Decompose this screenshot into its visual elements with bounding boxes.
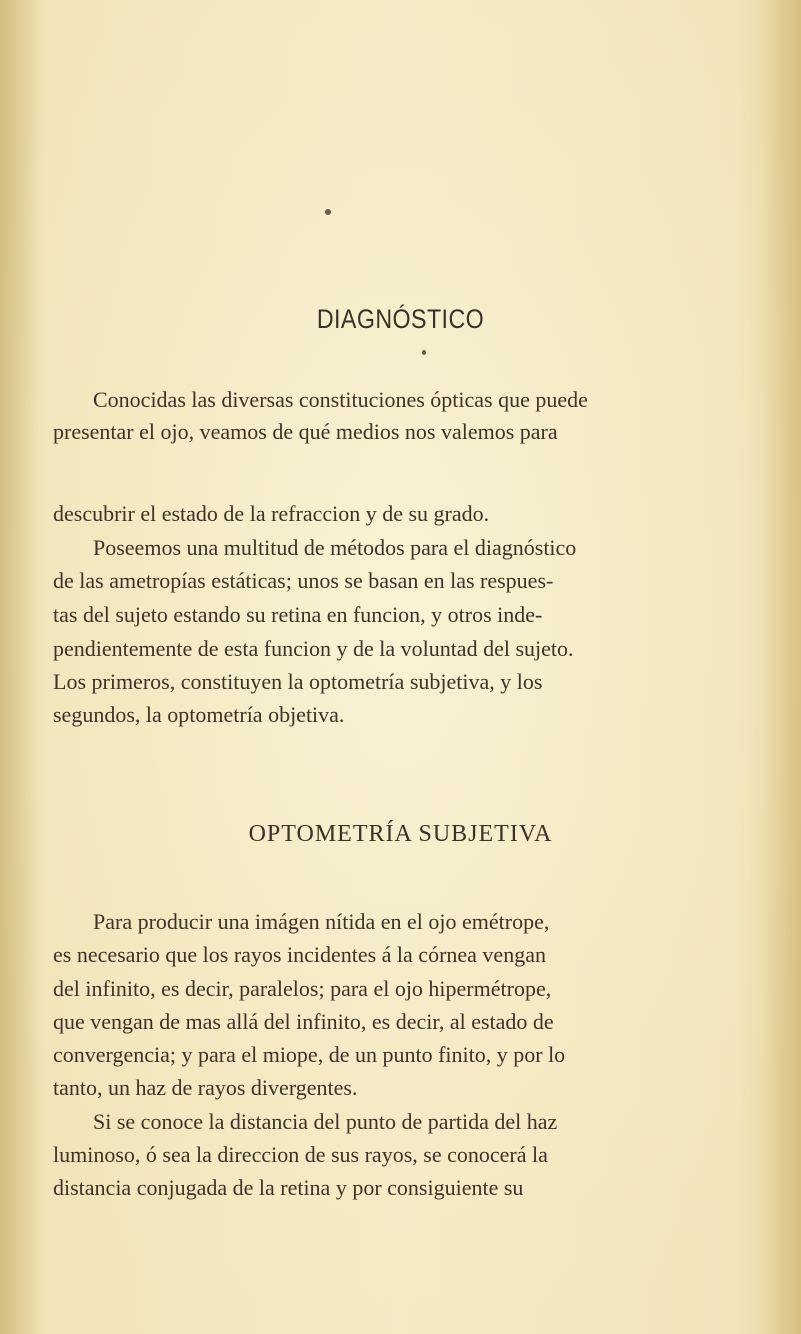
text-line: de las ametropías estáticas; unos se basan en las respues- bbox=[53, 568, 554, 593]
text-line: tanto, un haz de rayos divergentes. bbox=[53, 1075, 358, 1100]
page-edge-shadow-left bbox=[0, 0, 40, 1334]
page-edge-shadow-right bbox=[761, 0, 801, 1334]
text-line: del infinito, es decir, paralelos; para el ojo hipermétrope, bbox=[53, 976, 552, 1001]
text-line: descubrir el estado de la refraccion y de su grado. bbox=[53, 501, 490, 526]
text-line: luminoso, ó sea la direccion de sus rayos, se conocerá la bbox=[53, 1142, 548, 1167]
text-line: Los primeros, constituyen la optometría subjetiva, y los bbox=[53, 669, 543, 694]
chapter-title: DIAGNÓSTICO bbox=[316, 304, 485, 334]
text-line: Si se conoce la distancia del punto de partida del haz bbox=[93, 1109, 558, 1134]
text-line: es necesario que los rayos incidentes á la córnea vengan bbox=[53, 942, 546, 967]
text-line: que vengan de mas allá del infinito, es decir, al estado de bbox=[53, 1009, 554, 1034]
text-line: convergencia; y para el miope, de un punto finito, y por lo bbox=[53, 1042, 566, 1067]
text-line: segundos, la optometría objetiva. bbox=[53, 702, 345, 727]
ink-speck bbox=[325, 209, 331, 215]
text-line: pendientemente de esta funcion y de la voluntad del sujeto. bbox=[53, 636, 574, 661]
text-line: Conocidas las diversas constituciones ópticas que puede bbox=[93, 387, 588, 412]
text-line: distancia conjugada de la retina y por consiguiente su bbox=[53, 1175, 524, 1200]
ink-speck bbox=[422, 350, 426, 355]
text-line: presentar el ojo, veamos de qué medios nos valemos para bbox=[53, 419, 558, 444]
text-line: Para producir una imágen nítida en el ojo emétrope, bbox=[93, 909, 550, 934]
section-title: OPTOMETRÍA SUBJETIVA bbox=[248, 821, 553, 847]
text-line: Poseemos una multitud de métodos para el diagnóstico bbox=[93, 535, 577, 560]
text-line: tas del sujeto estando su retina en funcion, y otros inde- bbox=[53, 602, 543, 627]
